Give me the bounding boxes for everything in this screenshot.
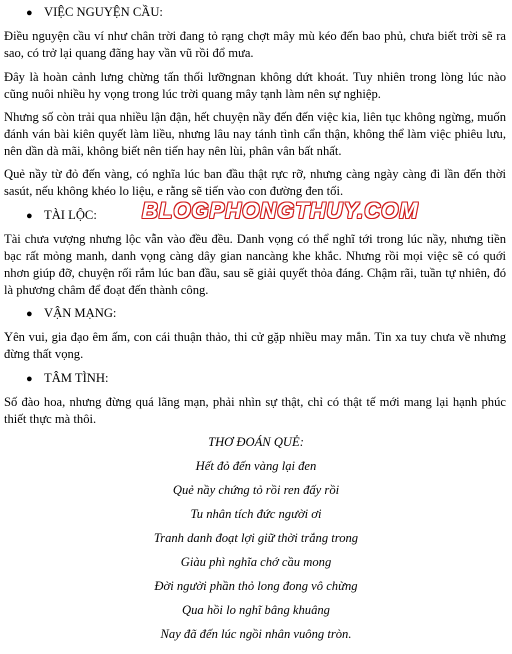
paragraph: Đây là hoàn cảnh lưng chừng tấn thối lưỡngnan không dứt khoát. Tuy nhiên trong lòng lúc nào cũng nuôi nhiều hy vọng trong lúc trời quang mây tạnh làm nên sự nghiệp. [4,70,506,101]
section-heading-van-mang: ● VẬN MẠNG: [26,305,116,323]
poem-line: Nay đã đến lúc ngồi nhân vuông tròn. [160,627,352,641]
poem-line: Đời người phần thỏ long đong vô chừng [154,579,358,593]
paragraph: Yên vui, gia đạo êm ấm, con cái thuận thảo, thi cử gặp nhiều may mắn. Tin xa tuy chưa về nhưng đừng thất vọng. [4,330,506,361]
section-heading-nguyen-cau: ● VIỆC NGUYỆN CẦU: [26,4,163,22]
bullet-icon: ● [26,210,33,222]
poem-line: Tranh danh đoạt lợi giữ thời trắng trong [153,531,359,545]
poem-block [0,430,512,646]
poem-title: THƠ ĐOÁN QUẺ: [208,435,304,449]
watermark-logo: BLOGPHONGTHUY.COM [142,198,419,223]
bullet-icon: ● [26,308,33,320]
paragraph: Nhưng số còn trải qua nhiều lận đận, hết chuyện nầy đến đến việc kia, liên tục không ngừng, muốn đánh ván bài kiên quyết làm liều, nhưng lâu nay tánh tình cẩn thận, không thể làm việc phiêu lưu, nên dần dà mãi, không biết nên tiến hay nên lùi, phân vân bất nhất. [4,110,506,158]
poem-line: Giàu phì nghĩa chớ cầu mong [180,555,332,569]
paragraph: Tài chưa vượng nhưng lộc vẫn vào đều đều. Danh vọng có thể nghĩ tới trong lúc nầy, nhưng tiền bạc rất mỏng manh, danh vọng càng dây gian nancàng khe khắc. Nhưng rồi mọi việc sẽ có quới nhơn giúp đỡ, chuyện rối rắm lúc ban đầu, sau sẽ giải quyết thỏa đáng. Chậm rãi, tuần tự nhiên, đó là phương châm để đoạt đến thành công. [4,232,506,297]
paragraph: Điều nguyện cầu ví như chân trời đang tỏ rạng chợt mây mù kéo đến bao phủ, chưa biết trời sẽ ra sao, có trở lại quang đãng hay vần vũ rồi đổ mưa. [4,29,506,60]
bullet-icon: ● [26,373,33,385]
poem-line: Tu nhân tích đức người ơi [190,507,322,521]
poem-line: Hết đỏ đến vàng lại đen [195,459,317,473]
poem-line: Qua hồi lo nghĩ bâng khuâng [182,603,330,617]
paragraph: Quẻ nầy từ đỏ đến vàng, có nghĩa lúc ban đầu thật rực rỡ, nhưng càng ngày càng đi lần đến thời sasút, nếu không khéo lo liệu, e rằng sẽ tiến vào con đường đen tối. [4,167,506,198]
bullet-icon: ● [26,7,33,19]
section-heading-tai-loc: ● TÀI LỘC: [26,207,97,225]
paragraph: Số đào hoa, nhưng đừng quá lãng mạn, phải nhìn sự thật, chỉ có thật tế mới mang lại hạnh phúc thiết thực mà thôi. [4,395,506,426]
poem-line: Quẻ nầy chứng tỏ rồi ren đấy rồi [172,483,340,497]
section-heading-tam-tinh: ● TÂM TÌNH: [26,370,108,388]
